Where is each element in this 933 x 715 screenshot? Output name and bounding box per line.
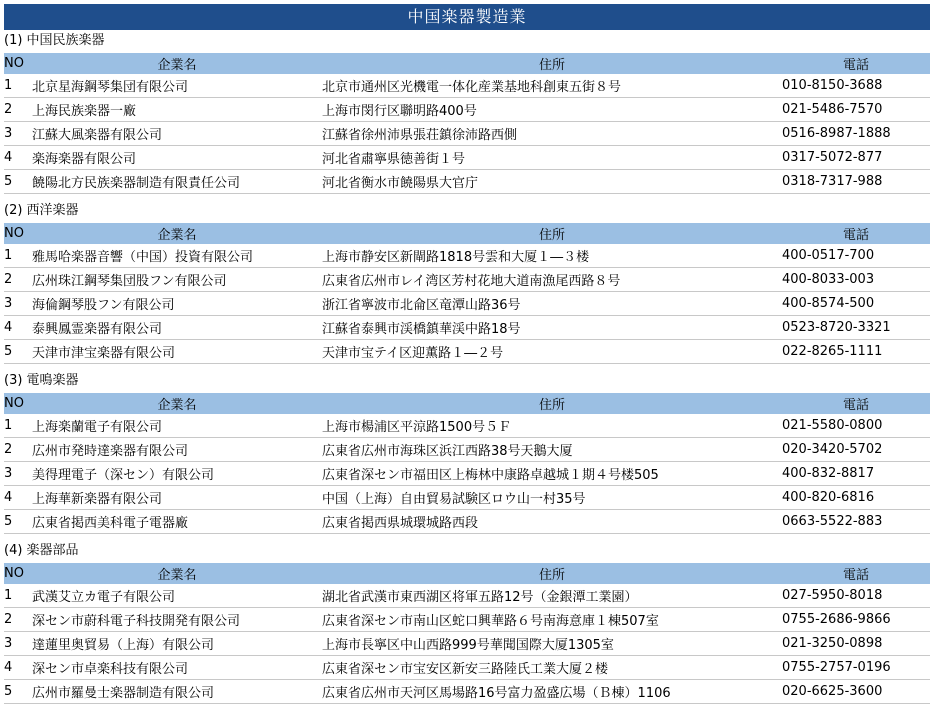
header-no: NO: [4, 563, 32, 584]
company-name: 雅馬哈楽器音響（中国）投資有限公司: [32, 244, 322, 268]
header-phone: 電話: [782, 563, 930, 584]
company-phone: 021-5486-7570: [782, 98, 930, 122]
company-name: 北京星海鋼琴集団有限公司: [32, 74, 322, 98]
header-phone: 電話: [782, 53, 930, 74]
row-number: 3: [4, 632, 32, 656]
company-address: 広東省深セン市宝安区新安三路陸氏工業大厦２楼: [322, 656, 782, 680]
company-phone: 022-8265-1111: [782, 340, 930, 364]
table-row: [4, 170, 930, 194]
company-address: 江蘇省徐州沛県張荘鎮徐沛路西側: [322, 122, 782, 146]
row-number: 4: [4, 486, 32, 510]
table-row: [4, 340, 930, 364]
company-address: 広東省広州市海珠区浜江西路38号天鵝大厦: [322, 438, 782, 462]
row-number: 2: [4, 98, 32, 122]
row-number: 4: [4, 656, 32, 680]
header-address: 住所: [322, 223, 782, 244]
page-title: 中国楽器製造業: [4, 4, 930, 30]
section-title: (2) 西洋楽器: [4, 203, 79, 218]
header-no: NO: [4, 223, 32, 244]
table-header-row: [4, 393, 930, 414]
table-row: [4, 510, 930, 534]
company-name: 広州珠江鋼琴集団股フン有限公司: [32, 268, 322, 292]
company-name: 楽海楽器有限公司: [32, 146, 322, 170]
company-table: [4, 393, 930, 534]
table-row: [4, 584, 930, 608]
header-phone: 電話: [782, 223, 930, 244]
company-name: 広東省掲西美科電子電器廠: [32, 510, 322, 534]
table-row: [4, 122, 930, 146]
section-title: (3) 電鳴楽器: [4, 373, 79, 388]
company-name: 上海民族楽器一廠: [32, 98, 322, 122]
company-address: 上海市閔行区聯明路400号: [322, 98, 782, 122]
company-name: 広州市羅曼士楽器制造有限公司: [32, 680, 322, 704]
row-number: 5: [4, 510, 32, 534]
company-address: 湖北省武漢市東西湖区将軍五路12号（金銀潭工業園）: [322, 584, 782, 608]
table-header-row: [4, 563, 930, 584]
company-phone: 027-5950-8018: [782, 584, 930, 608]
company-phone: 0755-2686-9866: [782, 608, 930, 632]
row-number: 2: [4, 608, 32, 632]
section-title: (4) 楽器部品: [4, 543, 79, 558]
company-name: 饒陽北方民族楽器制造有限責任公司: [32, 170, 322, 194]
row-number: 3: [4, 292, 32, 316]
company-phone: 0317-5072-877: [782, 146, 930, 170]
company-name: 上海華新楽器有限公司: [32, 486, 322, 510]
company-address: 河北省肅寧県徳善街１号: [322, 146, 782, 170]
company-address: 江蘇省泰興市渓橋鎮華渓中路18号: [322, 316, 782, 340]
company-phone: 0523-8720-3321: [782, 316, 930, 340]
company-name: 江蘇大風楽器有限公司: [32, 122, 322, 146]
company-address: 中国（上海）自由貿易試験区ロウ山一村35号: [322, 486, 782, 510]
table-header-row: [4, 223, 930, 244]
company-phone: 020-6625-3600: [782, 680, 930, 704]
company-phone: 400-8033-003: [782, 268, 930, 292]
company-phone: 021-5580-0800: [782, 414, 930, 438]
company-address: 上海市楊浦区平涼路1500号５Ｆ: [322, 414, 782, 438]
company-phone: 0318-7317-988: [782, 170, 930, 194]
section-title: (1) 中国民族楽器: [4, 33, 105, 48]
company-name: 美得理電子（深セン）有限公司: [32, 462, 322, 486]
table-row: [4, 244, 930, 268]
company-phone: 020-3420-5702: [782, 438, 930, 462]
company-table: [4, 563, 930, 704]
company-phone: 010-8150-3688: [782, 74, 930, 98]
company-name: 上海楽蘭電子有限公司: [32, 414, 322, 438]
table-row: [4, 632, 930, 656]
row-number: 1: [4, 584, 32, 608]
row-number: 1: [4, 74, 32, 98]
company-name: 達蓮里奥貿易（上海）有限公司: [32, 632, 322, 656]
header-company-name: 企業名: [32, 223, 322, 244]
table-header-row: [4, 53, 930, 74]
row-number: 2: [4, 268, 32, 292]
company-table: [4, 53, 930, 194]
company-address: 上海市静安区新閘路1818号雲和大厦１―３楼: [322, 244, 782, 268]
company-phone: 400-820-6816: [782, 486, 930, 510]
table-row: [4, 98, 930, 122]
table-row: [4, 268, 930, 292]
company-address: 広東省深セン市南山区蛇口興華路６号南海意庫１棟507室: [322, 608, 782, 632]
company-address: 広東省広州市天河区馬場路16号富力盈盛広場（Ｂ棟）1106: [322, 680, 782, 704]
company-phone: 400-0517-700: [782, 244, 930, 268]
company-name: 深セン市蔚科電子科技開発有限公司: [32, 608, 322, 632]
header-company-name: 企業名: [32, 393, 322, 414]
row-number: 3: [4, 122, 32, 146]
row-number: 2: [4, 438, 32, 462]
company-phone: 400-832-8817: [782, 462, 930, 486]
table-row: [4, 486, 930, 510]
row-number: 4: [4, 146, 32, 170]
header-company-name: 企業名: [32, 53, 322, 74]
row-number: 5: [4, 680, 32, 704]
table-row: [4, 608, 930, 632]
header-address: 住所: [322, 563, 782, 584]
header-address: 住所: [322, 53, 782, 74]
company-name: 深セン市卓楽科技有限公司: [32, 656, 322, 680]
header-no: NO: [4, 393, 32, 414]
table-row: [4, 438, 930, 462]
row-number: 5: [4, 170, 32, 194]
company-address: 天津市宝テイ区迎薫路１―２号: [322, 340, 782, 364]
header-phone: 電話: [782, 393, 930, 414]
table-row: [4, 462, 930, 486]
company-phone: 400-8574-500: [782, 292, 930, 316]
company-phone: 021-3250-0898: [782, 632, 930, 656]
table-row: [4, 74, 930, 98]
table-row: [4, 680, 930, 704]
row-number: 1: [4, 244, 32, 268]
company-address: 浙江省寧波市北侖区竜潭山路36号: [322, 292, 782, 316]
company-address: 広東省深セン市福田区上梅林中康路卓越城１期４号楼505: [322, 462, 782, 486]
company-name: 天津市津宝楽器有限公司: [32, 340, 322, 364]
header-address: 住所: [322, 393, 782, 414]
company-table: [4, 223, 930, 364]
company-phone: 0663-5522-883: [782, 510, 930, 534]
company-address: 北京市通州区光機電一体化産業基地科創東五街８号: [322, 74, 782, 98]
row-number: 5: [4, 340, 32, 364]
company-address: 上海市長寧区中山西路999号華聞国際大厦1305室: [322, 632, 782, 656]
company-name: 海倫鋼琴股フン有限公司: [32, 292, 322, 316]
table-row: [4, 414, 930, 438]
table-row: [4, 656, 930, 680]
header-no: NO: [4, 53, 32, 74]
company-name: 泰興鳳霊楽器有限公司: [32, 316, 322, 340]
table-row: [4, 146, 930, 170]
company-phone: 0755-2757-0196: [782, 656, 930, 680]
company-address: 広東省広州市レイ湾区芳村花地大道南漁尾西路８号: [322, 268, 782, 292]
header-company-name: 企業名: [32, 563, 322, 584]
company-phone: 0516-8987-1888: [782, 122, 930, 146]
row-number: 4: [4, 316, 32, 340]
table-row: [4, 316, 930, 340]
company-address: 広東省掲西県城環城路西段: [322, 510, 782, 534]
row-number: 1: [4, 414, 32, 438]
company-address: 河北省衡水市饒陽県大官庁: [322, 170, 782, 194]
company-name: 広州市発時達楽器有限公司: [32, 438, 322, 462]
row-number: 3: [4, 462, 32, 486]
table-row: [4, 292, 930, 316]
company-name: 武漢艾立カ電子有限公司: [32, 584, 322, 608]
